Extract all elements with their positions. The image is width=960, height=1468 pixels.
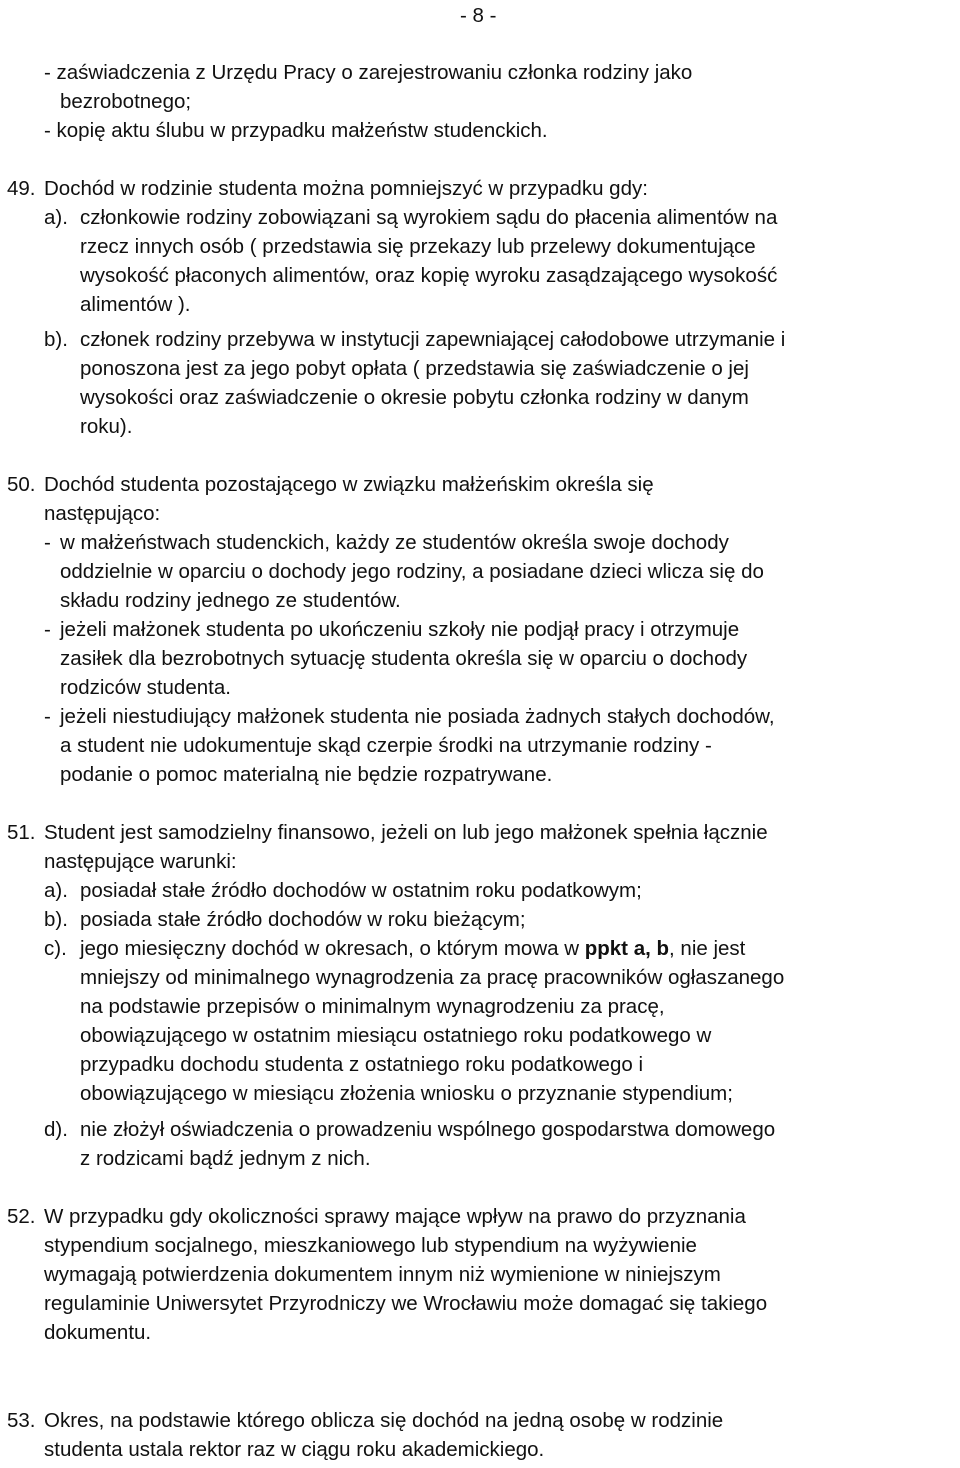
item-marker: a). xyxy=(44,879,68,902)
item-line: obowiązującego w miesiącu złożenia wniosku o przyznanie stypendium; xyxy=(80,1082,733,1105)
item-line: oddzielnie w oparciu o dochody jego rodziny, a posiadane dzieci wlicza się do xyxy=(60,560,764,583)
item-marker: b). xyxy=(44,328,68,351)
section-number: 53. xyxy=(7,1409,36,1432)
item-line: w małżeństwach studenckich, każdy ze studentów określa swoje dochody xyxy=(60,531,729,554)
section-lead: Okres, na podstawie którego oblicza się dochód na jedną osobę w rodzinie xyxy=(44,1409,724,1432)
item-marker: c). xyxy=(44,937,67,960)
section-number: 52. xyxy=(7,1205,36,1228)
section-lead: W przypadku gdy okoliczności sprawy mające wpływ na prawo do przyznania xyxy=(44,1205,746,1228)
item-marker: b). xyxy=(44,908,68,931)
section-number: 50. xyxy=(7,473,36,496)
item-line: ponoszona jest za jego pobyt opłata ( przedstawia się zaświadczenie o jej xyxy=(80,357,749,380)
section-lead: regulaminie Uniwersytet Przyrodniczy we Wrocławiu może domagać się takiego xyxy=(44,1292,768,1315)
intro-item-line: bezrobotnego; xyxy=(60,90,192,113)
section-lead: Student jest samodzielny finansowo, jeżeli on lub jego małżonek spełnia łącznie xyxy=(44,821,768,844)
item-line: jeżeli niestudiujący małżonek studenta nie posiada żadnych stałych dochodów, xyxy=(60,705,775,728)
item-line-text: jego miesięczny dochód w okresach, o którym mowa w xyxy=(80,937,585,960)
item-line: podanie o pomoc materialną nie będzie rozpatrywane. xyxy=(60,763,553,786)
item-line-bold: ppkt a, b xyxy=(584,937,670,960)
item-line: jeżeli małżonek studenta po ukończeniu szkoły nie podjął pracy i otrzymuje xyxy=(60,618,740,641)
item-line: obowiązującego w ostatnim miesiącu ostatniego roku podatkowego w xyxy=(80,1024,712,1047)
item-marker: - xyxy=(44,705,51,728)
section-number: 51. xyxy=(7,821,36,844)
item-line: z rodzicami bądź jednym z nich. xyxy=(80,1147,371,1170)
item-line: a student nie udokumentuje skąd czerpie środki na utrzymanie rodziny - xyxy=(60,734,712,757)
intro-item-line: - zaświadczenia z Urzędu Pracy o zarejestrowaniu członka rodziny jako xyxy=(44,61,693,84)
intro-item-line: - kopię aktu ślubu w przypadku małżeństw studenckich. xyxy=(44,119,548,142)
item-line: na podstawie przepisów o minimalnym wynagrodzeniu za pracę, xyxy=(80,995,665,1018)
item-line: posiada stałe źródło dochodów w roku bieżącym; xyxy=(80,908,526,931)
item-line xyxy=(80,934,745,963)
item-line: członek rodziny przebywa w instytucji zapewniającej całodobowe utrzymanie i xyxy=(80,328,786,351)
item-line: mniejszy od minimalnego wynagrodzenia za pracę pracowników ogłaszanego xyxy=(80,966,785,989)
item-line: posiadał stałe źródło dochodów w ostatnim roku podatkowym; xyxy=(80,879,642,902)
item-marker: - xyxy=(44,618,51,641)
item-line-text: , nie jest xyxy=(669,937,746,960)
item-line: wysokości oraz zaświadczenie o okresie pobytu członka rodziny w danym xyxy=(80,386,749,409)
item-line: przypadku dochodu studenta z ostatniego roku podatkowego i xyxy=(80,1053,643,1076)
section-lead: stypendium socjalnego, mieszkaniowego lub stypendium na wyżywienie xyxy=(44,1234,697,1257)
item-marker: d). xyxy=(44,1118,68,1141)
item-line: składu rodziny jednego ze studentów. xyxy=(60,589,401,612)
section-number: 49. xyxy=(7,177,36,200)
page-number: - 8 - xyxy=(460,4,497,27)
section-lead: dokumentu. xyxy=(44,1321,152,1344)
item-line: zasiłek dla bezrobotnych sytuację studenta określa się w oparciu o dochody xyxy=(60,647,748,670)
item-line: alimentów ). xyxy=(80,293,191,316)
section-lead: następujące warunki: xyxy=(44,850,237,873)
section-lead: Dochód studenta pozostającego w związku małżeńskim określa się xyxy=(44,473,654,496)
item-line: członkowie rodziny zobowiązani są wyrokiem sądu do płacenia alimentów na xyxy=(80,206,778,229)
section-lead: następująco: xyxy=(44,502,161,525)
section-lead: wymagają potwierdzenia dokumentem innym niż wymienione w niniejszym xyxy=(44,1263,721,1286)
item-marker: a). xyxy=(44,206,68,229)
item-line: rodziców studenta. xyxy=(60,676,231,699)
item-line: roku). xyxy=(80,415,133,438)
item-line: nie złożył oświadczenia o prowadzeniu wspólnego gospodarstwa domowego xyxy=(80,1118,776,1141)
section-lead: studenta ustala rektor raz w ciągu roku akademickiego. xyxy=(44,1438,545,1461)
item-line: rzecz innych osób ( przedstawia się przekazy lub przelewy dokumentujące xyxy=(80,235,756,258)
item-marker: - xyxy=(44,531,51,554)
section-lead: Dochód w rodzinie studenta można pomniejszyć w przypadku gdy: xyxy=(44,177,648,200)
item-line: wysokość płaconych alimentów, oraz kopię wyroku zasądzającego wysokość xyxy=(80,264,778,287)
